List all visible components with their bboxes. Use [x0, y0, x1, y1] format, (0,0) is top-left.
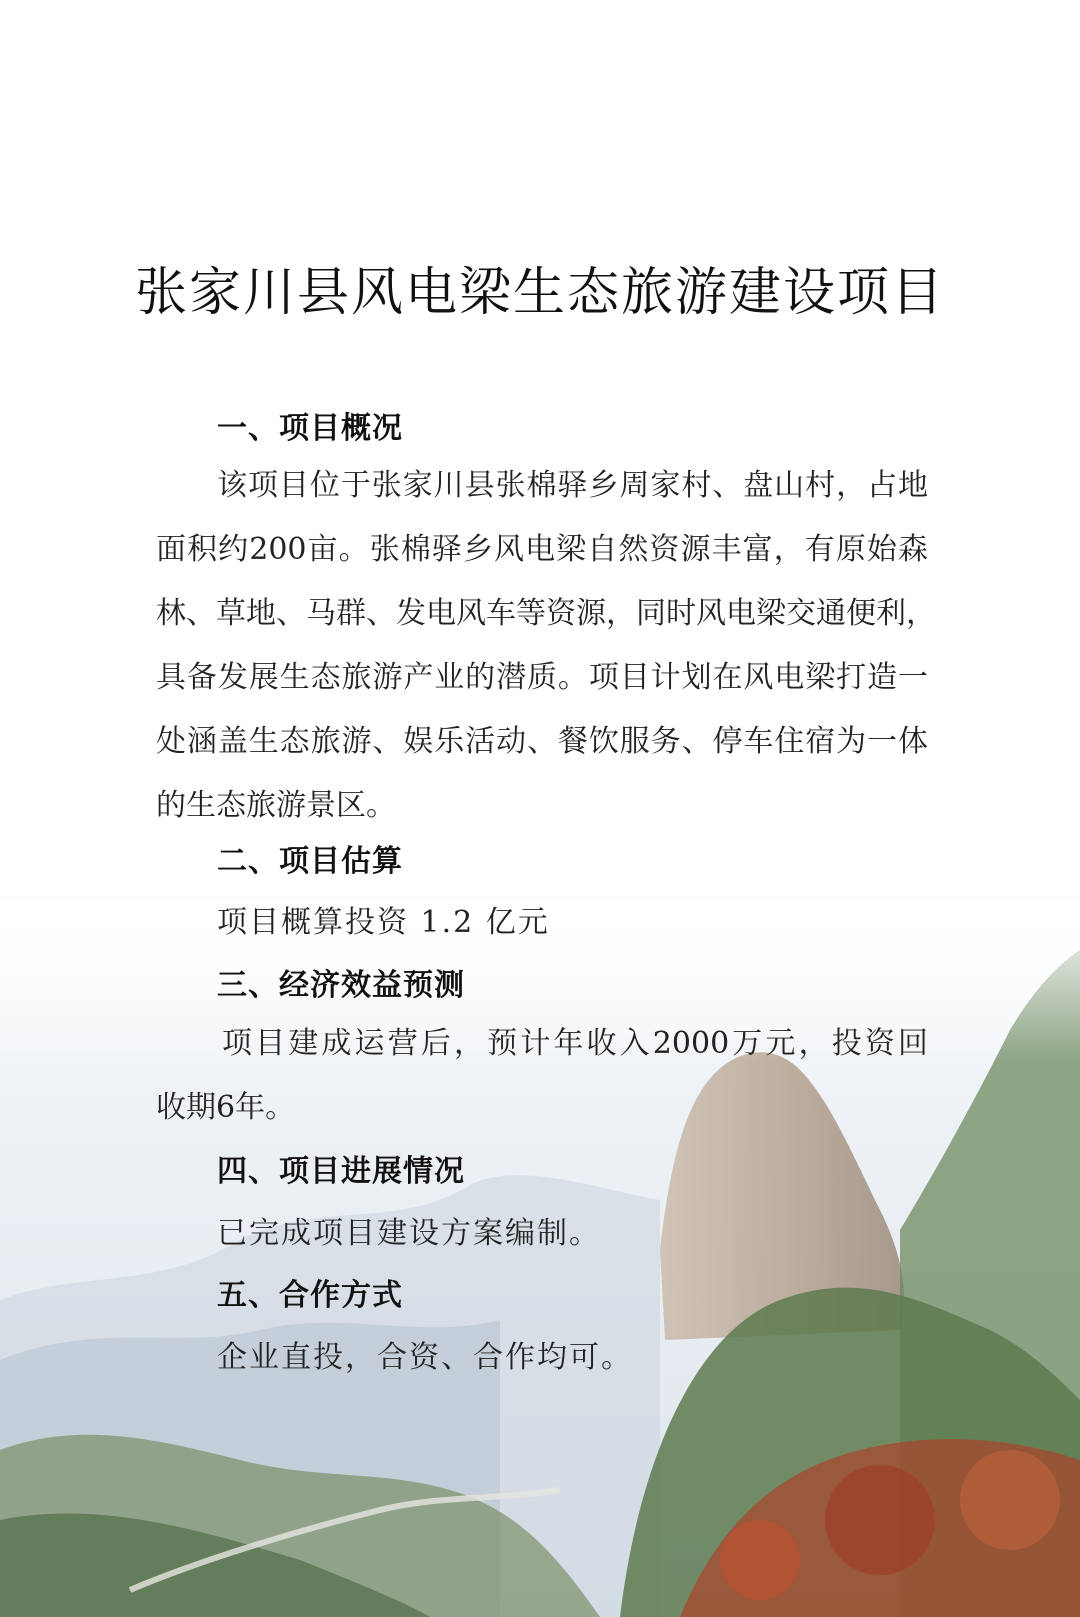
paragraph-line: 面积约200亩。张棉驿乡风电梁自然资源丰富，有原始森 — [156, 532, 928, 567]
paragraph-line: 该项目位于张家川县张棉驿乡周家村、盘山村，占地 — [217, 468, 928, 503]
paragraph-line: 具备发展生态旅游产业的潜质。项目计划在风电梁打造一 — [156, 660, 928, 695]
section-heading-estimate: 二、项目估算 — [217, 844, 403, 879]
document-title: 张家川县风电梁生态旅游建设项目 — [134, 263, 945, 323]
section-body-benefit — [156, 1012, 928, 1140]
paragraph-line: 的生态旅游景区。 — [156, 788, 396, 823]
section-heading-overview: 一、项目概况 — [217, 411, 403, 446]
section-body-cooperation: 企业直投，合资、合作均可。 — [217, 1340, 633, 1375]
paragraph-line: 收期6年。 — [156, 1090, 296, 1125]
section-body-overview — [156, 454, 936, 838]
section-heading-cooperation: 五、合作方式 — [217, 1278, 403, 1313]
paragraph-line: 项目建成运营后，预计年收入2000万元，投资回 — [222, 1026, 928, 1061]
section-heading-progress: 四、项目进展情况 — [217, 1154, 465, 1189]
section-body-progress: 已完成项目建设方案编制。 — [217, 1216, 601, 1251]
section-heading-benefit: 三、经济效益预测 — [217, 968, 465, 1003]
paragraph-line: 处涵盖生态旅游、娱乐活动、餐饮服务、停车住宿为一体 — [156, 724, 928, 759]
paragraph-line: 林、草地、马群、发电风车等资源，同时风电梁交通便利， — [156, 596, 936, 631]
section-body-estimate: 项目概算投资 1.2 亿元 — [217, 905, 550, 940]
